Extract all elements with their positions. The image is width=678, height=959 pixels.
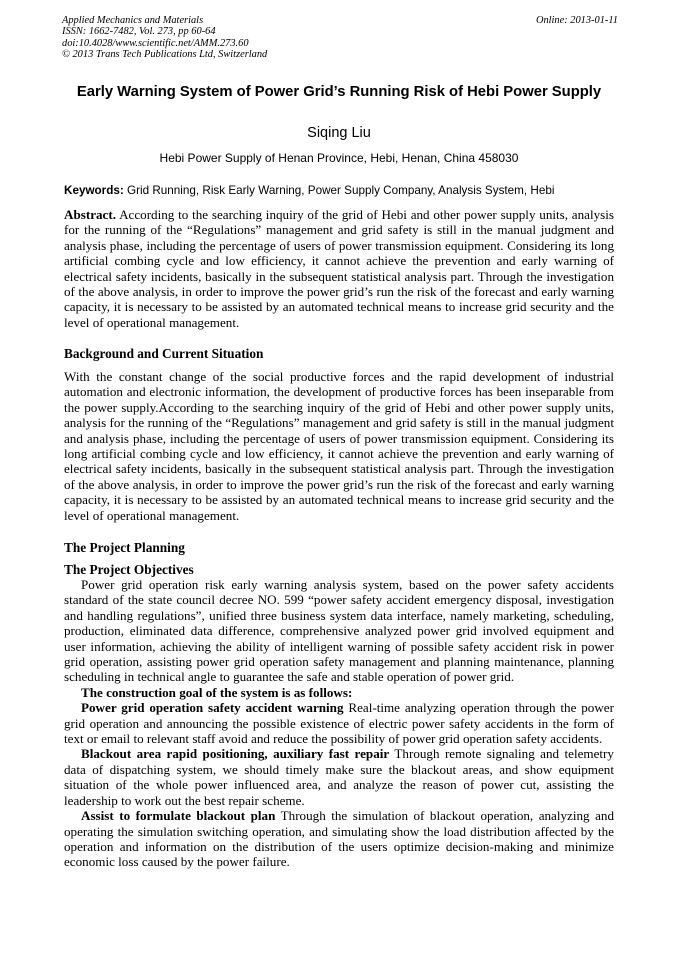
affiliation: Hebi Power Supply of Henan Province, Hebi, Henan, China 458030 <box>159 151 519 165</box>
goal-item-text: Real-time analyzing operation through the power grid operation and announcing the possible existence of electric power safety accidents in the form of text or email to relevant staff avoid and reduce the possibility of power grid operation safety accidents. <box>64 700 614 747</box>
keywords-text: Grid Running, Risk Early Warning, Power Supply Company, Analysis System, Hebi <box>127 184 555 197</box>
issn-line: ISSN: 1662-7482, Vol. 273, pp 60-64 <box>62 26 216 38</box>
section-heading-planning: The Project Planning <box>64 540 185 555</box>
subsection-heading-objectives: The Project Objectives <box>64 562 194 577</box>
online-date: Online: 2013-01-11 <box>535 15 618 26</box>
objectives-text: Power grid operation risk early warning analysis system, based on the power safety accidents standard of the state council decree NO. 599 “power safety accident emergency disposal, investigation and handling regulations”, unified three business system data interface, namely marketing, scheduling, production, eliminated data difference, comprehensive analyzed power grid involved equipment and user information, achieving the ability of intelligent warning of possible safety accident risk in power grid operation, assisting power grid operation safety management and planning maintenance, planning scheduling in technical angle to guarantee the safe and stable operation of power grid. <box>64 577 614 685</box>
goal-item <box>64 700 614 746</box>
goal-heading: The construction goal of the system is as follows: <box>81 684 353 700</box>
author-name: Siqing Liu <box>307 125 371 141</box>
goal-item-text: Through remote signaling and telemetry data of dispatching system, we should timely make sure the blackout areas, and show equipment situation of the whole power influenced area, and analyze the reason of power cut, assisting the leadership to work out the best repair scheme. <box>64 746 614 808</box>
goal-item-title: Blackout area rapid positioning, auxiliary fast repair <box>81 746 390 762</box>
background-section <box>64 369 614 523</box>
section-heading-background: Background and Current Situation <box>64 346 264 361</box>
abstract-text: According to the searching inquiry of the grid of Hebi and other power supply units, analysis for the running of the “Regulations” management and grid safety is still in the manual judgment and analysis phase, including the percentage of users of power transmission equipment. Considering its long artificial combing cycle and low efficiency, it cannot achieve the prevention and early warning of electrical safety incidents, basically in the subsequent statistical analysis part. Through the investigation of the above analysis, in order to improve the power grid’s run the risk of the forecast and early warning capacity, it is necessary to be assisted by an automated technical means to increase grid security and the level of operational management. <box>64 207 614 330</box>
goal-item-text: Through the simulation of blackout operation, analyzing and operating the simulation switching operation, and simulating show the load distribution affected by the operation and information on the distribution of the users optimize decision-making and minimize economic loss caused by the power failure. <box>64 808 614 870</box>
goal-item <box>64 808 614 870</box>
doi-line: doi:10.4028/www.scientific.net/AMM.273.60 <box>62 37 249 49</box>
background-text: With the constant change of the social productive forces and the rapid development of industrial automation and electronic information, the development of productive forces has been inseparable from the power supply.According to the searching inquiry of the grid of Hebi and other power supply units, analysis for the running of the “Regulations” management and grid safety is still in the manual judgment and analysis phase, including the percentage of users of power transmission equipment. Considering its long artificial combing cycle and low efficiency, it cannot achieve the prevention and early warning of electrical safety incidents, basically in the subsequent statistical analysis part. Through the investigation of the above analysis, in order to improve the power grid’s run the risk of the forecast and early warning capacity, it is necessary to be assisted by an automated technical means to increase grid security and the level of operational management. <box>64 369 614 523</box>
goal-item-title: Power grid operation safety accident warning <box>81 700 344 716</box>
copyright-line: © 2013 Trans Tech Publications Ltd, Switzerland <box>62 49 268 61</box>
goal-item <box>64 746 614 808</box>
keywords-label: Keywords: <box>64 184 124 197</box>
abstract <box>64 207 614 330</box>
goal-item-title: Assist to formulate blackout plan <box>81 808 276 824</box>
journal-header <box>62 15 618 61</box>
planning-section <box>64 577 614 870</box>
abstract-label: Abstract. <box>64 207 116 222</box>
journal-name: Applied Mechanics and Materials <box>62 15 204 26</box>
keywords <box>64 184 616 198</box>
paper-title: Early Warning System of Power Grid’s Running Risk of Hebi Power Supply <box>76 84 602 100</box>
